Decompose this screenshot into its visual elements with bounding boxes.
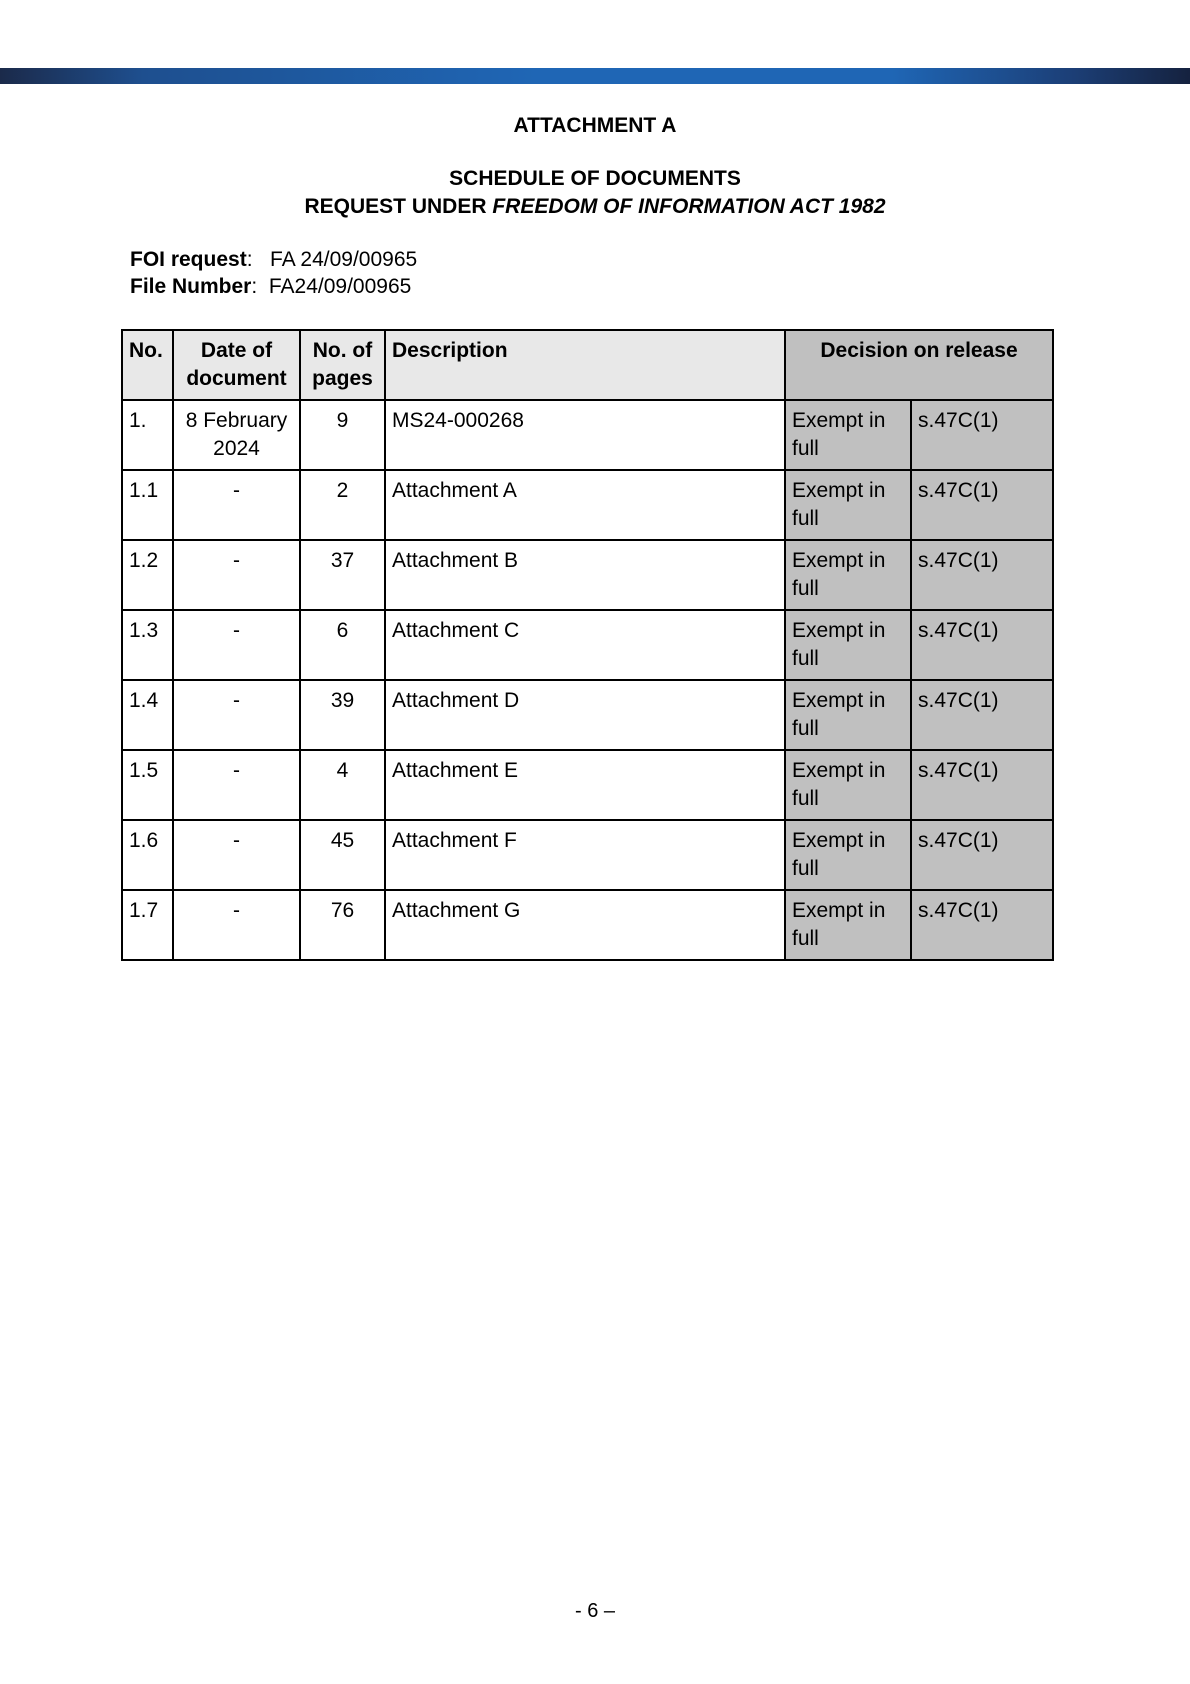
row-date: - xyxy=(173,820,300,890)
row-date: - xyxy=(173,470,300,540)
row-pages: 6 xyxy=(300,610,385,680)
row-date: - xyxy=(173,610,300,680)
col-header-no: No. xyxy=(122,330,173,400)
foi-request-label: FOI request xyxy=(130,248,247,271)
foi-request-value: FA 24/09/00965 xyxy=(270,248,418,271)
file-number-label: File Number xyxy=(130,275,252,298)
row-no: 1.6 xyxy=(122,820,173,890)
row-description: Attachment G xyxy=(385,890,785,960)
row-decision: Exempt in full xyxy=(785,400,911,470)
row-no: 1. xyxy=(122,400,173,470)
row-decision: Exempt in full xyxy=(785,610,911,680)
row-exemption-section: s.47C(1) xyxy=(911,540,1053,610)
row-exemption-section: s.47C(1) xyxy=(911,680,1053,750)
row-pages: 37 xyxy=(300,540,385,610)
row-pages: 2 xyxy=(300,470,385,540)
table-row xyxy=(122,750,1053,820)
row-decision: Exempt in full xyxy=(785,680,911,750)
row-date: 8 February 2024 xyxy=(173,400,300,470)
row-description: MS24-000268 xyxy=(385,400,785,470)
row-description: Attachment C xyxy=(385,610,785,680)
row-date: - xyxy=(173,750,300,820)
page-number: - 6 – xyxy=(574,1600,616,1622)
row-description: Attachment A xyxy=(385,470,785,540)
file-number-row: File Number: FA24/09/00965 xyxy=(130,275,412,298)
col-header-description: Description xyxy=(385,330,785,400)
row-no: 1.5 xyxy=(122,750,173,820)
table-row xyxy=(122,610,1053,680)
header-band xyxy=(0,68,1190,84)
row-date: - xyxy=(173,540,300,610)
row-description: Attachment E xyxy=(385,750,785,820)
row-no: 1.1 xyxy=(122,470,173,540)
row-exemption-section: s.47C(1) xyxy=(911,400,1053,470)
row-no: 1.7 xyxy=(122,890,173,960)
row-pages: 39 xyxy=(300,680,385,750)
schedule-title: SCHEDULE OF DOCUMENTS xyxy=(449,167,741,190)
row-description: Attachment B xyxy=(385,540,785,610)
table-row xyxy=(122,470,1053,540)
request-title xyxy=(0,195,1190,219)
row-date: - xyxy=(173,680,300,750)
row-decision: Exempt in full xyxy=(785,750,911,820)
row-exemption-section: s.47C(1) xyxy=(911,610,1053,680)
col-header-decision: Decision on release xyxy=(785,330,1053,400)
table-row xyxy=(122,890,1053,960)
act-name: FREEDOM OF INFORMATION ACT 1982 xyxy=(492,195,886,218)
request-meta xyxy=(130,246,417,300)
row-decision: Exempt in full xyxy=(785,820,911,890)
row-pages: 45 xyxy=(300,820,385,890)
row-no: 1.2 xyxy=(122,540,173,610)
row-no: 1.4 xyxy=(122,680,173,750)
foi-request-row: FOI request: FA 24/09/00965 xyxy=(130,248,418,271)
row-date: - xyxy=(173,890,300,960)
table-row xyxy=(122,540,1053,610)
row-pages: 9 xyxy=(300,400,385,470)
table-row xyxy=(122,400,1053,470)
file-number-value: FA24/09/00965 xyxy=(268,275,412,298)
request-prefix: REQUEST UNDER xyxy=(304,195,493,218)
attachment-title: ATTACHMENT A xyxy=(513,114,677,137)
col-header-date: Date of document xyxy=(173,330,300,400)
row-decision: Exempt in full xyxy=(785,470,911,540)
row-description: Attachment D xyxy=(385,680,785,750)
row-exemption-section: s.47C(1) xyxy=(911,820,1053,890)
row-exemption-section: s.47C(1) xyxy=(911,890,1053,960)
table-row xyxy=(122,820,1053,890)
row-exemption-section: s.47C(1) xyxy=(911,750,1053,820)
row-decision: Exempt in full xyxy=(785,890,911,960)
table-row xyxy=(122,680,1053,750)
row-pages: 4 xyxy=(300,750,385,820)
row-no: 1.3 xyxy=(122,610,173,680)
row-pages: 76 xyxy=(300,890,385,960)
row-description: Attachment F xyxy=(385,820,785,890)
schedule-table xyxy=(121,329,1054,961)
row-exemption-section: s.47C(1) xyxy=(911,470,1053,540)
col-header-pages: No. of pages xyxy=(300,330,385,400)
table-header-row xyxy=(122,330,1053,400)
row-decision: Exempt in full xyxy=(785,540,911,610)
